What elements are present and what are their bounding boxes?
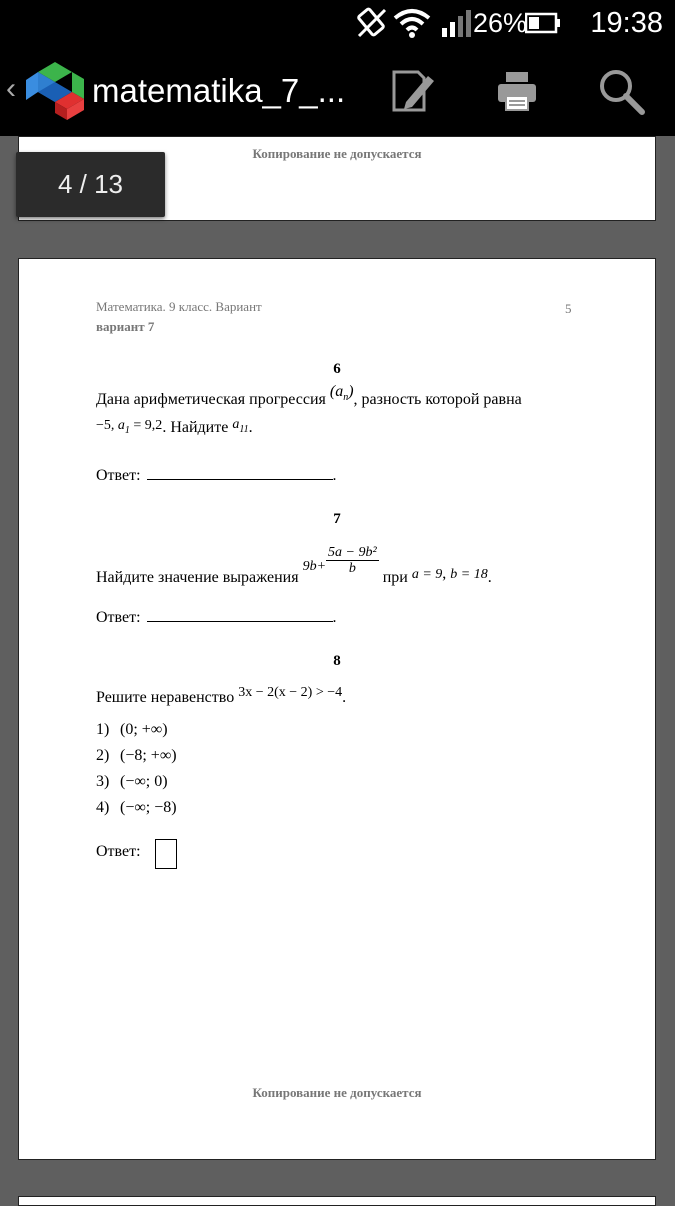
footer-note: Копирование не допускается [252,146,422,161]
fraction-numerator: 5a − 9b² [328,545,377,560]
signal-icon [441,0,471,46]
task8-line [96,683,347,706]
a1-sub: 1 [124,424,130,436]
seq-close: ) [348,383,354,400]
back-chevron-icon[interactable]: ‹ [6,72,16,105]
answer-box[interactable] [155,839,177,869]
print-icon[interactable] [492,66,542,116]
answer-end: . [332,609,337,626]
answer-line[interactable] [147,621,333,622]
option-number: 4) [96,799,110,816]
mid-text: при [378,569,412,587]
a-value: a = 9 [411,567,443,583]
document-page [18,258,656,1160]
option-2[interactable] [96,747,177,765]
task8-text: Решите неравенство [96,689,239,706]
page-indicator: 4 / 13 [16,152,165,217]
task-number: 6 [333,361,341,377]
action-bar [0,46,675,136]
a1-expression [110,418,163,436]
document-title: matematika_7_... [92,72,346,109]
end-dot: . [342,689,347,706]
answer-line[interactable] [147,479,333,480]
a11-expression [232,417,249,435]
clock: 19:38 [590,6,663,39]
option-1[interactable] [96,721,168,739]
page-number: 5 [565,301,572,316]
expr-lead: 9b+ [302,559,327,575]
a11: a [232,417,240,432]
app-logo-icon[interactable] [24,60,86,122]
fraction-denominator: b [348,561,356,576]
edit-icon[interactable] [388,66,438,116]
comma: , [442,565,451,583]
answer-end: . [332,467,337,484]
option-3[interactable] [96,773,168,791]
task7-line [96,541,492,587]
sequence-symbol [329,383,354,404]
header-variant: вариант 7 [96,319,155,334]
seq-sub: n [343,392,349,404]
option-value: (−8; +∞) [120,747,177,764]
a1-value: = 9,2 [129,418,163,433]
task6-answer [96,467,337,485]
header-subject: Математика. 9 класс. Вариант [96,299,262,314]
answer-label: Ответ: [96,467,145,484]
status-bar [0,0,675,46]
end-dot: . [248,419,253,436]
task6-text-post: , разность которой равна [353,391,522,408]
seq: (a [329,383,344,400]
option-4[interactable] [96,799,177,817]
battery-percent: 26% [472,7,527,38]
task8-answer-label: Ответ: [96,843,141,860]
task6-line1 [96,383,596,411]
battery-icon [525,0,561,46]
a1: , a [110,418,125,433]
option-number: 2) [96,747,110,764]
answer-label: Ответ: [96,609,145,626]
option-value: (−∞; −8) [120,799,177,816]
footer-note: Копирование не допускается [252,1085,422,1100]
option-value: (0; +∞) [120,721,168,738]
find-text: . Найдите [162,419,233,436]
option-number: 3) [96,773,110,790]
option-number: 1) [96,721,110,738]
difference-value: −5 [96,418,111,433]
b-value: b = 18 [450,567,488,583]
option-value: (−∞; 0) [120,773,168,790]
inequality: 3x − 2(x − 2) > −4 [238,685,343,700]
end-dot: . [487,569,492,587]
search-icon[interactable] [596,66,646,116]
task7-text: Найдите значение выражения [96,569,303,587]
task7-answer [96,609,337,627]
fraction [326,545,379,576]
task6-text: Дана арифметическая прогрессия [96,391,330,408]
task-number: 8 [333,653,341,669]
wifi-icon [393,0,431,46]
task6-line2 [96,419,253,439]
rotate-lock-icon [355,0,389,46]
next-page [18,1196,656,1206]
a11-sub: 11 [239,423,249,435]
task-number: 7 [333,511,341,527]
